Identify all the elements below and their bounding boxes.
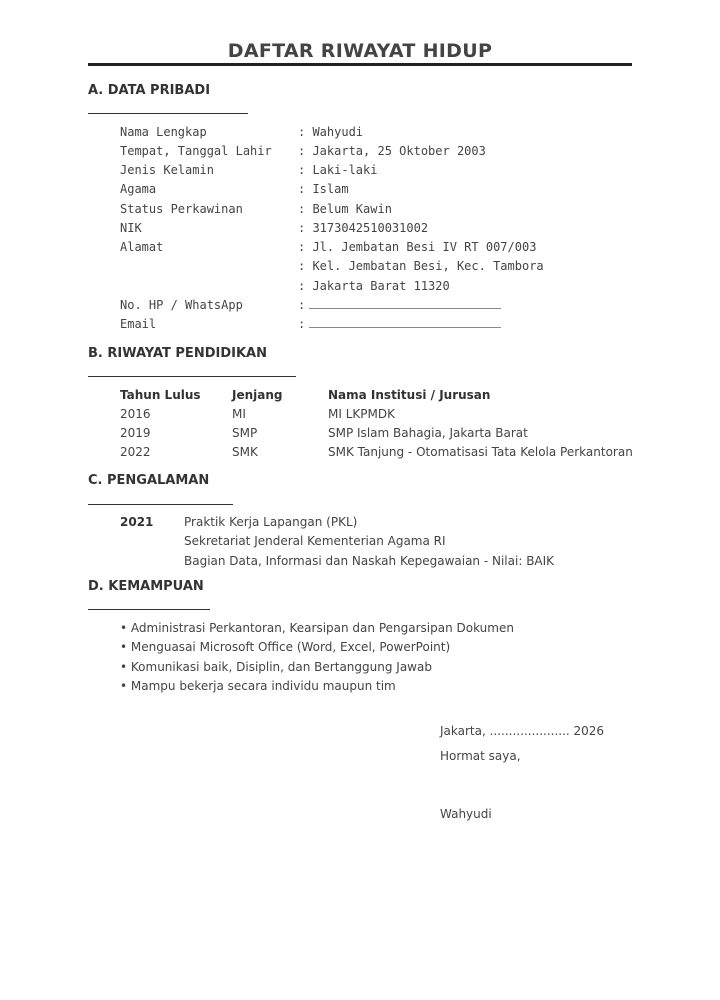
table-cell: 2022 [120,445,151,459]
experience-line: Sekretariat Jenderal Kementerian Agama RI [184,534,446,548]
field-label: NIK [120,221,142,235]
table-cell: SMP [232,426,258,440]
email-blank-field: : [298,317,501,331]
column-header: Nama Institusi / Jurusan [328,388,491,402]
place-date: Jakarta, ..................... 2026 [440,724,605,738]
field-label: No. HP / WhatsApp [120,298,243,312]
field-label: Jenis Kelamin [120,163,214,177]
skill-item: • Menguasai Microsoft Office (Word, Excel, PowerPoint) [120,640,451,654]
closing-text: Hormat saya, [440,749,521,763]
column-header: Tahun Lulus [120,388,201,402]
field-value: : Islam [298,182,349,196]
field-label: Tempat, Tanggal Lahir [120,144,272,158]
table-cell: 2019 [120,426,151,440]
experience-line: Praktik Kerja Lapangan (PKL) [184,515,358,529]
field-value: : 3173042510031002 [298,221,429,235]
table-cell: SMK [232,445,258,459]
section-d-rule [88,609,210,610]
field-label: Alamat [120,240,164,254]
field-label: Agama [120,182,157,196]
section-c-heading: C. PENGALAMAN [88,473,210,488]
table-cell: SMK Tanjung - Otomatisasi Tata Kelola Perkantoran [328,445,633,459]
skill-item: • Mampu bekerja secara individu maupun tim [120,679,396,693]
experience-line: Bagian Data, Informasi dan Naskah Kepegawaian - Nilai: BAIK [184,554,555,568]
field-label: Status Perkawinan [120,202,243,216]
table-cell: MI LKPMDK [328,407,395,421]
field-value: : Jakarta Barat 11320 [298,279,450,293]
section-d-heading: D. KEMAMPUAN [88,579,204,594]
field-value: : Wahyudi [298,125,364,139]
section-b-heading: B. RIWAYAT PENDIDIKAN [88,346,267,361]
phone-blank-field: : [298,298,501,312]
table-cell: 2016 [120,407,151,421]
field-value: : Belum Kawin [298,202,392,216]
field-value: : Kel. Jembatan Besi, Kec. Tambora [298,259,544,273]
document-title: DAFTAR RIWAYAT HIDUP [227,40,493,62]
experience-year: 2021 [120,515,154,529]
section-a-rule [88,113,248,114]
section-c-rule [88,504,233,505]
column-header: Jenjang [232,388,283,402]
section-a-heading: A. DATA PRIBADI [88,83,211,98]
section-b-rule [88,376,296,377]
field-label: Nama Lengkap [120,125,207,139]
skill-item: • Administrasi Perkantoran, Kearsipan dan Pengarsipan Dokumen [120,621,514,635]
table-cell: SMP Islam Bahagia, Jakarta Barat [328,426,528,440]
signer-name: Wahyudi [440,807,492,821]
blank-line [309,317,501,328]
field-value: : Laki-laki [298,163,378,177]
field-value: : Jakarta, 25 Oktober 2003 [298,144,486,158]
skill-item: • Komunikasi baik, Disiplin, dan Bertanggung Jawab [120,660,432,674]
title-underline [88,63,632,66]
field-value: : Jl. Jembatan Besi IV RT 007/003 [298,240,537,254]
blank-line [309,298,501,309]
table-cell: MI [232,407,246,421]
field-label: Email [120,317,157,331]
